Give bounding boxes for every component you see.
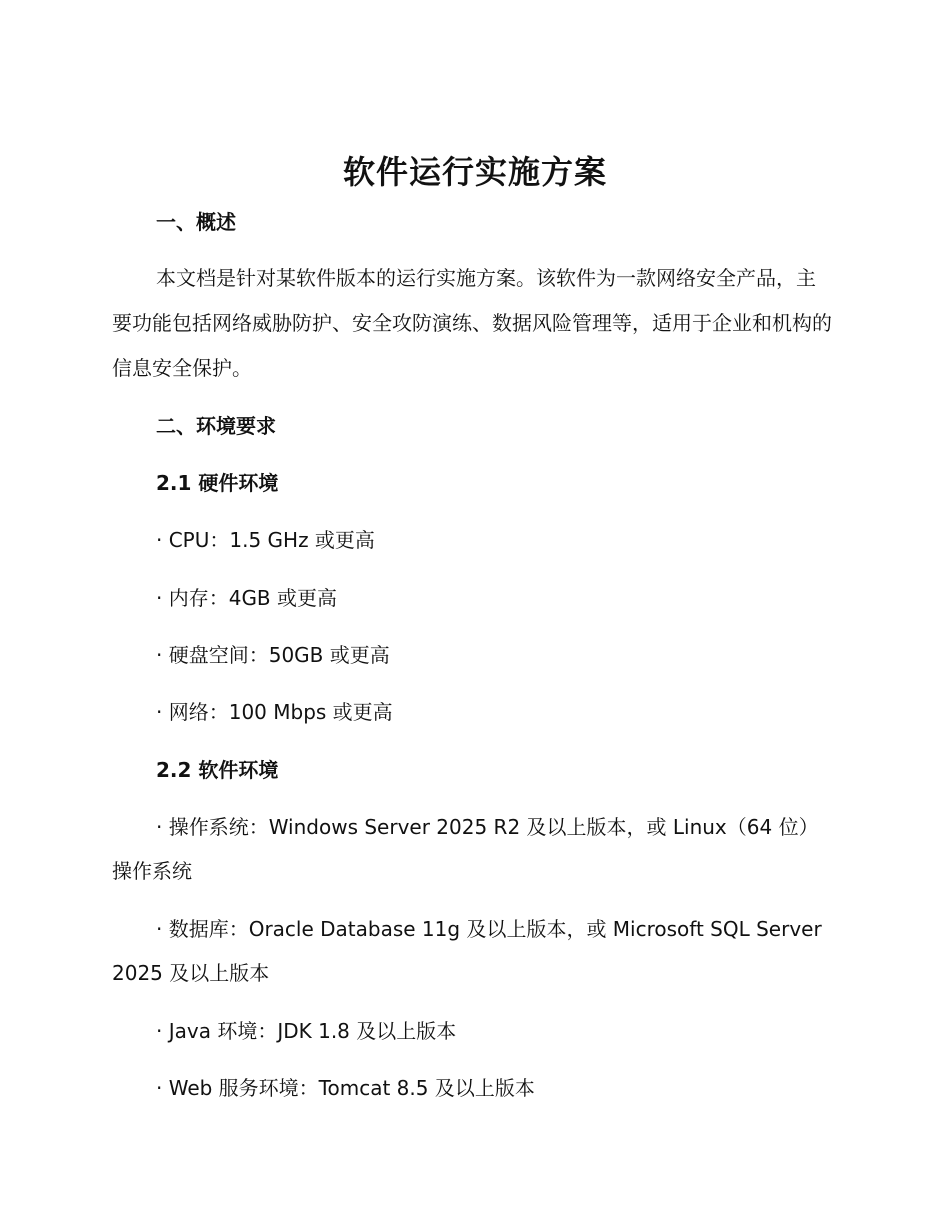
hardware-item-disk: · 硬盘空间：50GB 或更高 <box>156 643 390 667</box>
software-item-os: · 操作系统：Windows Server 2025 R2 及以上版本，或 Linux（64 位）操作系统 <box>112 815 819 883</box>
hardware-item-memory: · 内存：4GB 或更高 <box>156 586 338 610</box>
software-item-java: · Java 环境：JDK 1.8 及以上版本 <box>156 1019 457 1043</box>
section-heading-environment: 二、环境要求 <box>156 414 276 438</box>
subsection-heading-hardware: 2.1 硬件环境 <box>156 471 279 495</box>
software-item-database: · 数据库：Oracle Database 11g 及以上版本，或 Microsoft SQL Server 2025 及以上版本 <box>112 917 822 985</box>
overview-paragraph: 本文档是针对某软件版本的运行实施方案。该软件为一款网络安全产品，主要功能包括网络威胁防护、安全攻防演练、数据风险管理等，适用于企业和机构的信息安全保护。 <box>112 266 832 380</box>
section-heading-overview: 一、概述 <box>156 210 236 234</box>
hardware-item-network: · 网络：100 Mbps 或更高 <box>156 700 393 724</box>
document-title: 软件运行实施方案 <box>342 153 607 191</box>
hardware-item-cpu: · CPU：1.5 GHz 或更高 <box>156 528 375 552</box>
subsection-heading-software: 2.2 软件环境 <box>156 758 279 782</box>
software-item-web: · Web 服务环境：Tomcat 8.5 及以上版本 <box>156 1076 535 1100</box>
